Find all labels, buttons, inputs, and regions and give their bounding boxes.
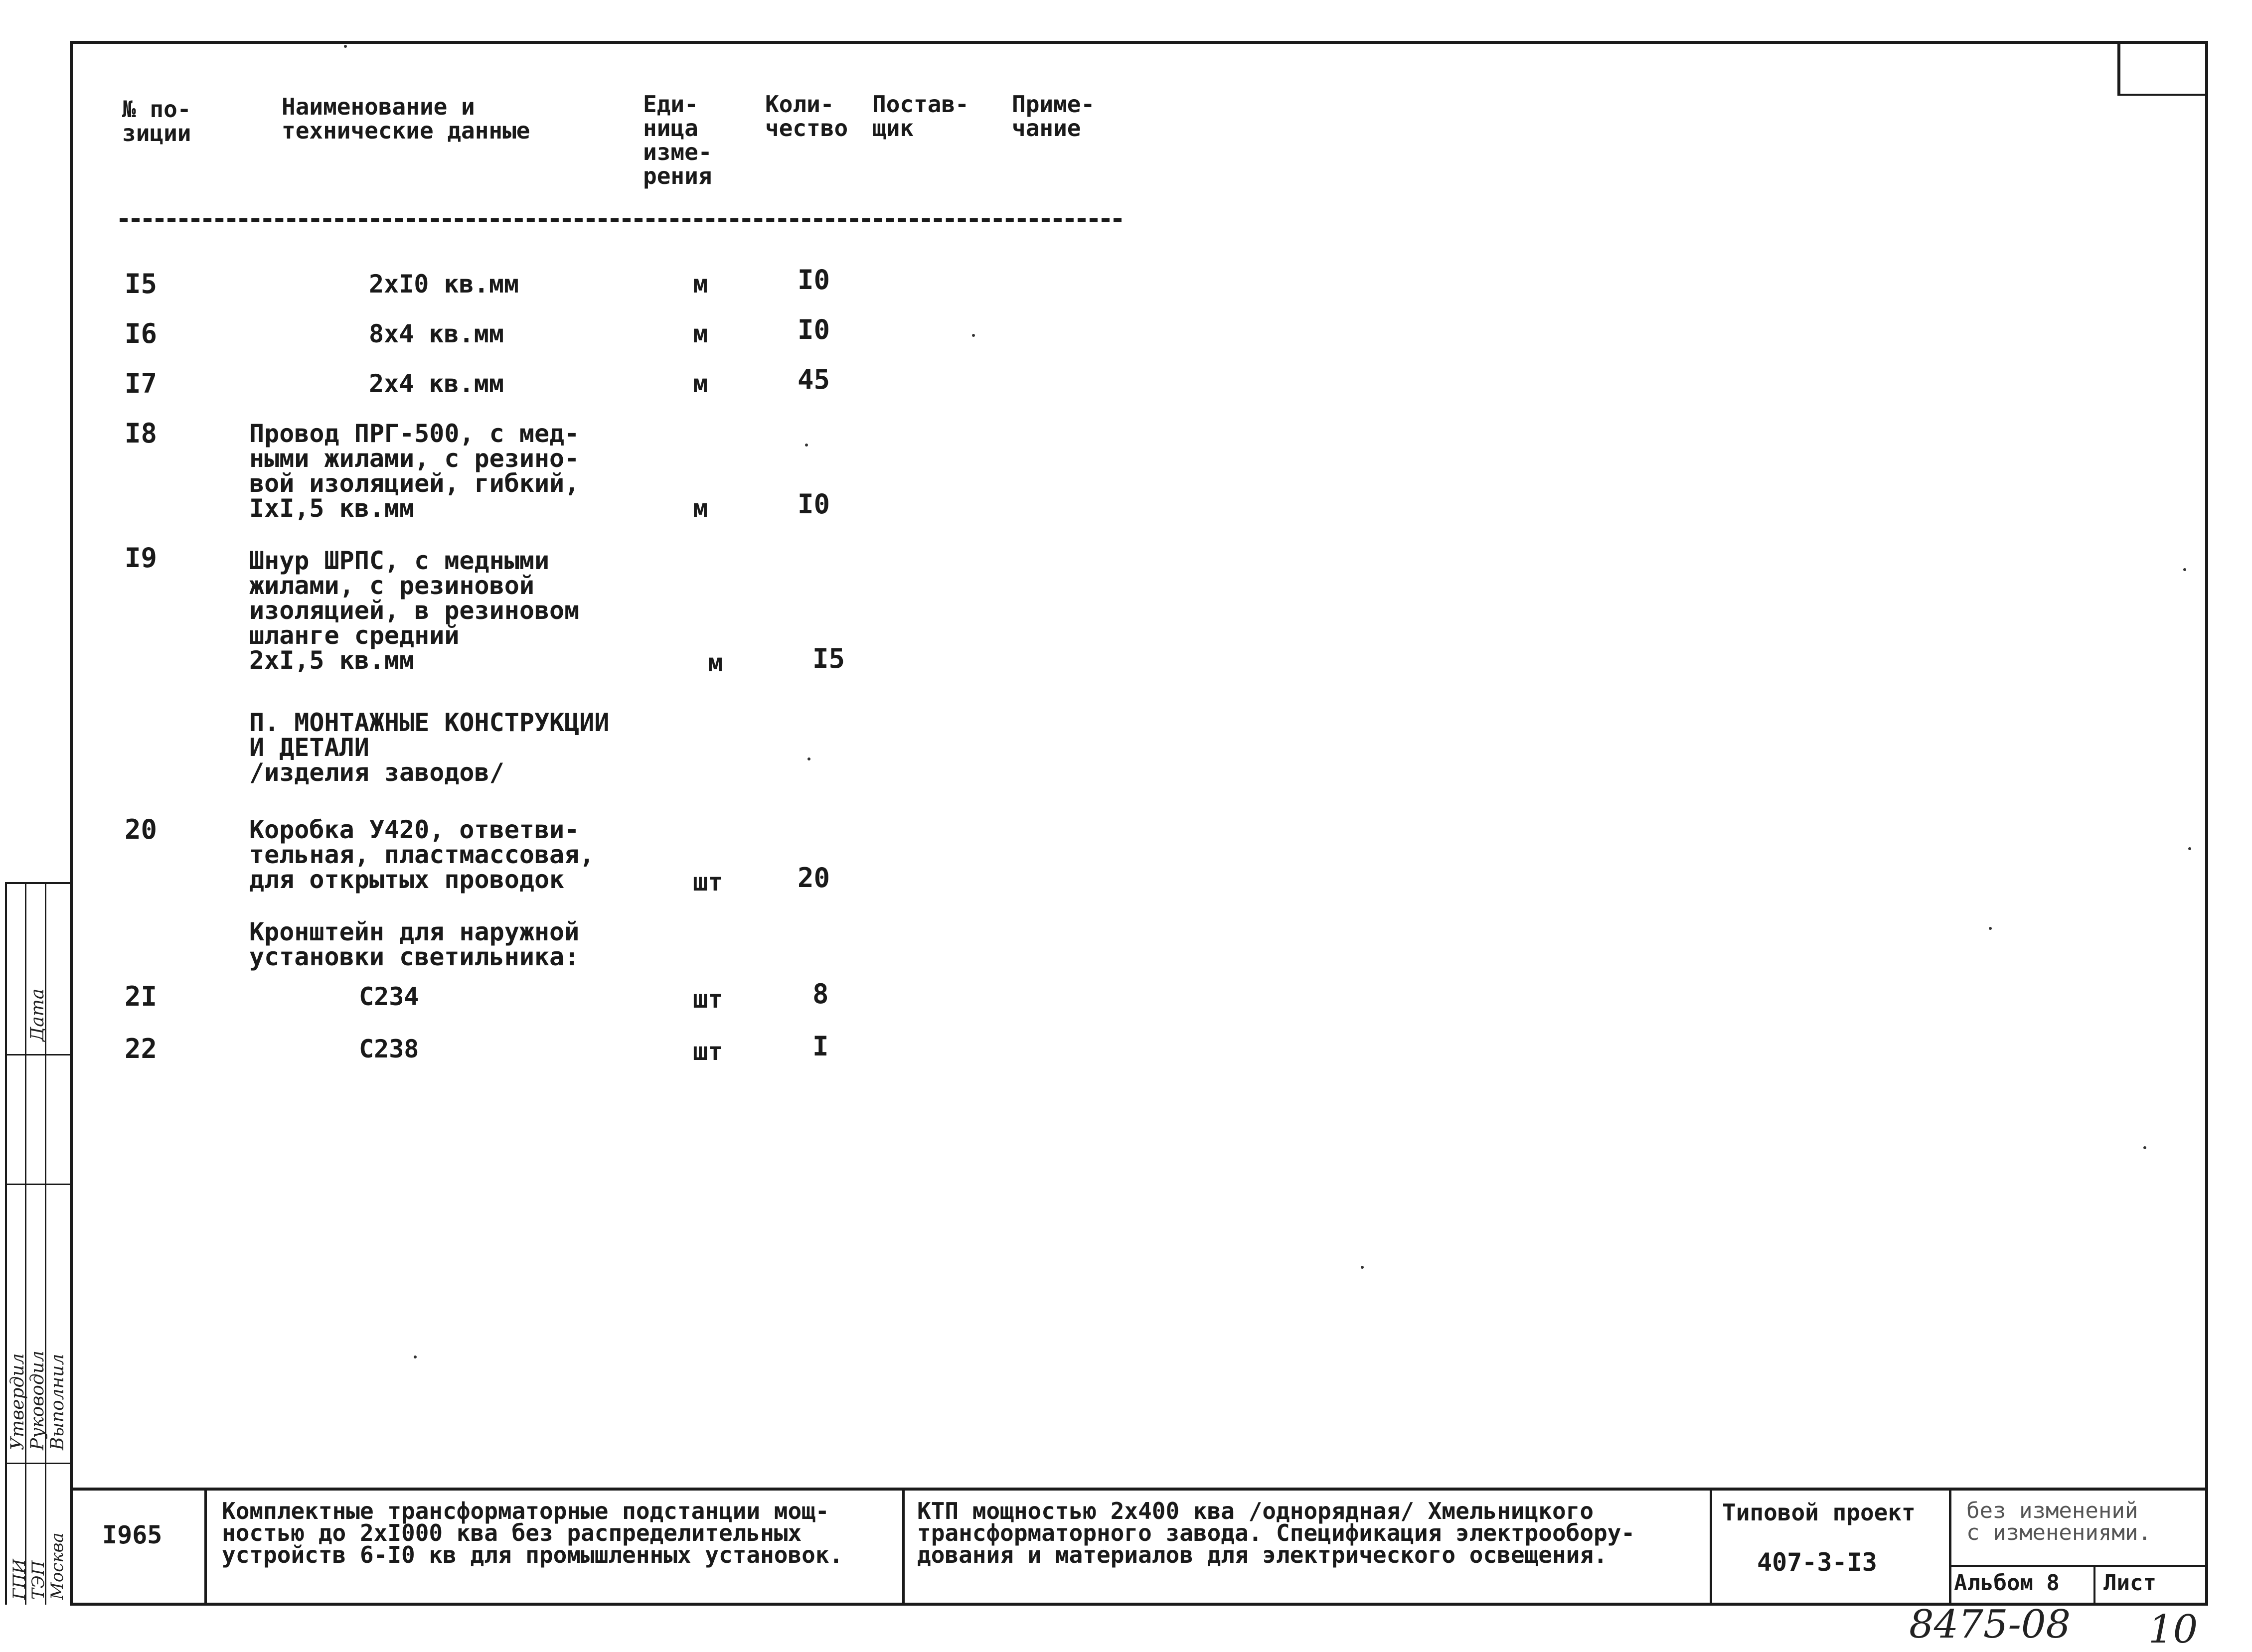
section-title: П. МОНТАЖНЫЕ КОНСТРУКЦИИ И ДЕТАЛИ /изделия заводов/: [249, 708, 610, 787]
scan-speck: [2143, 1146, 2146, 1149]
handwritten-sheet-number: 10: [2148, 1607, 2198, 1652]
side-stamp-h1: [5, 1054, 72, 1055]
header-name: Наименование и технические данные: [282, 93, 530, 144]
row-name: С238: [359, 1035, 419, 1063]
row-position: I7: [125, 368, 158, 399]
scan-speck: [807, 757, 810, 760]
row-position: I5: [125, 268, 158, 300]
row-unit: м: [693, 270, 708, 299]
row-name: 8x4 кв.мм: [369, 319, 504, 348]
header-supplier: Постав- щик: [872, 91, 969, 142]
header-position: № по- зиции: [122, 96, 191, 147]
row-position: 2I: [125, 981, 158, 1012]
scan-speck: [2188, 847, 2191, 850]
row-position: I6: [125, 318, 158, 349]
side-stamp-line-1: [25, 882, 26, 1605]
side-stamp-date-label: Дата: [27, 988, 48, 1042]
frame-left: [70, 41, 73, 1606]
row-position: I8: [125, 418, 158, 449]
row-name: 2x4 кв.мм: [369, 369, 504, 398]
stamp-year: I965: [102, 1520, 162, 1549]
subsection-title: Кронштейн для наружной установки светильника:: [249, 917, 580, 971]
row-position: 22: [125, 1033, 158, 1064]
row-name: Шнур ШРПС, с медными жилами, с резиновой изоляцией, в резиновом шланге средний 2xI,5 кв.мм: [249, 546, 580, 675]
stamp-project-title: Комплектные трансформаторные подстанции мощ- ностью до 2xI000 ква без распределительных устройств 6-I0 кв для промышленных установок.: [222, 1498, 843, 1568]
handwritten-code: 8475-08: [1909, 1602, 2071, 1647]
scan-speck: [1989, 927, 1992, 930]
corner-mark-h: [2117, 94, 2207, 96]
stamp-sheet-label: Лист: [2103, 1570, 2156, 1596]
scan-speck: [1361, 1266, 1364, 1269]
stamp-project-number: 407-3-I3: [1757, 1548, 1877, 1577]
stamp-description: КТП мощностью 2x400 ква /однорядная/ Хмельницкого трансформаторного завода. Спецификация электрообору- дования и материалов для электрического освещения.: [917, 1498, 1635, 1568]
stamp-album: Альбом 8: [1954, 1570, 2060, 1596]
row-quantity: I0: [798, 488, 830, 520]
row-name: Провод ПРГ-500, с мед- ными жилами, с резино- вой изоляцией, гибкий, IxI,5 кв.мм: [249, 419, 580, 523]
scan-speck: [2183, 568, 2186, 571]
row-name: 2xI0 кв.мм: [369, 270, 519, 299]
side-stamp-role-approved: Утвердил: [7, 1353, 28, 1450]
row-quantity: 8: [812, 978, 829, 1010]
side-stamp-role-performed: Выполнил: [47, 1353, 68, 1450]
row-unit: шт: [693, 1037, 723, 1066]
row-unit: шт: [693, 868, 723, 897]
row-name: С234: [359, 982, 419, 1011]
row-unit: м: [708, 648, 723, 677]
scan-speck: [805, 444, 808, 447]
header-note: Приме- чание: [1012, 91, 1095, 142]
row-position: 20: [125, 814, 158, 845]
row-quantity: I0: [798, 264, 830, 296]
title-block-top-line: [70, 1488, 2208, 1491]
header-quantity: Коли- чество: [765, 91, 848, 142]
row-quantity: I: [812, 1031, 829, 1062]
scan-speck: [414, 1355, 417, 1358]
row-position: I9: [125, 542, 158, 574]
frame-top: [70, 41, 2208, 44]
row-quantity: I5: [812, 643, 845, 674]
title-block-divider-6: [2093, 1565, 2095, 1605]
frame-bottom: [70, 1603, 2208, 1606]
side-stamp-h2: [5, 1184, 72, 1185]
row-quantity: 20: [798, 862, 830, 894]
header-divider: [120, 218, 1122, 222]
header-unit: Еди- ница изме- рения: [643, 91, 712, 189]
title-block-divider-1: [204, 1488, 207, 1605]
frame-right: [2205, 41, 2208, 1606]
title-block-divider-5: [1949, 1565, 2208, 1567]
title-block-divider-4: [1949, 1488, 1951, 1605]
title-block-divider-3: [1710, 1488, 1712, 1605]
row-unit: м: [693, 319, 708, 348]
scan-speck: [972, 334, 975, 337]
scan-speck: [344, 45, 347, 48]
row-unit: м: [693, 494, 708, 523]
stamp-type-label: Типовой проект: [1722, 1499, 1916, 1526]
row-name: Коробка У420, ответви- тельная, пластмассовая, для открытых проводок: [249, 815, 595, 894]
side-stamp-line-outer: [5, 882, 7, 1605]
row-quantity: I0: [798, 314, 830, 345]
side-stamp-org: ГПИ ТЭП Москва: [9, 1532, 67, 1600]
stamp-changes: без изменений с изменениями.: [1966, 1498, 2151, 1545]
side-stamp-top: [5, 882, 72, 884]
corner-mark: [2117, 41, 2120, 96]
side-stamp-role-supervised: Руководил: [27, 1351, 48, 1450]
row-quantity: 45: [798, 364, 830, 395]
side-stamp-h3: [5, 1463, 72, 1464]
title-block-divider-2: [902, 1488, 905, 1605]
row-unit: м: [693, 369, 708, 398]
row-unit: шт: [693, 985, 723, 1014]
